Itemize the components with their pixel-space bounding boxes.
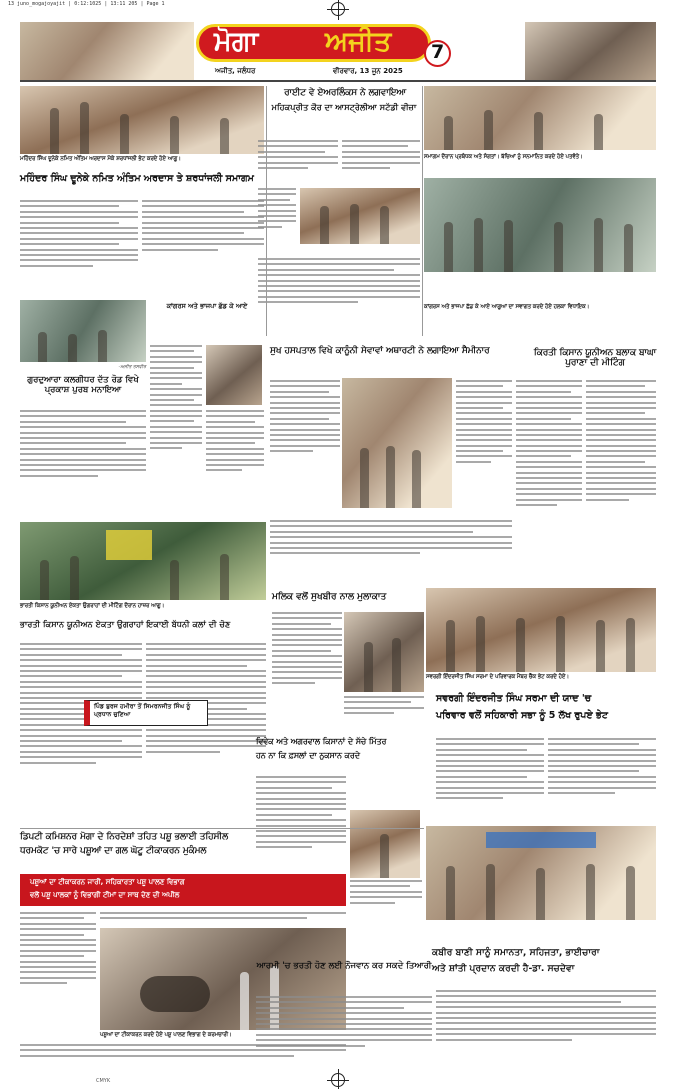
photo-kabir	[426, 826, 656, 920]
headline-kabir-1: ਕਬੀਰ ਬਾਣੀ ਸਾਨੂੰ ਸਮਾਨਤਾ, ਸਹਿਜਤਾ, ਭਾਈਚਾਰਾ	[432, 947, 600, 958]
headline-visa-2: ਮਹਿਕਪ੍ਰੀਤ ਕੌਰ ਦਾ ਆਸਟ੍ਰੇਲੀਆ ਸਟੱਡੀ ਵੀਜ਼ਾ	[271, 102, 417, 112]
banner-vaccination-line-1: ਪਸ਼ੂਆਂ ਦਾ ਟੀਕਾਕਰਨ ਜਾਰੀ, ਸਹਿਕਾਰਤਾ ਪਸ਼ੂ ਪਾਲਣ ਵਿਭਾਗ	[30, 878, 185, 886]
photo-gurdwara	[20, 300, 146, 362]
photo-kisan-union	[20, 522, 266, 600]
body-malik	[272, 612, 342, 726]
print-slug: 13 juno_mogajoyajit | 0:12:1025 | 13:11 205 | Page 1	[8, 1, 165, 7]
body-vaccination-2	[100, 912, 346, 926]
body-kabir	[436, 990, 656, 1070]
body-vivek	[256, 776, 346, 896]
headline-vivek-2: ਹਨ ਨਾ ਕਿ ਫ਼ਸਲਾਂ ਦਾ ਨੁਕਸਾਨ ਕਰਦੇ	[256, 751, 360, 760]
photo-mla	[206, 345, 262, 405]
body-seminar-3	[270, 520, 512, 582]
body-visa-2	[342, 140, 420, 185]
body-congress	[150, 345, 202, 515]
masthead-title-left: ਮੋਗਾ	[214, 26, 259, 57]
body-vivek-2	[350, 880, 422, 940]
masthead-left-photo	[20, 22, 194, 80]
body-sahkari	[436, 738, 544, 838]
headline-sahkari-1: ਸਵਰਗੀ ਇੰਦਰਜੀਤ ਸਿੰਘ ਸਰਮਾ ਦੀ ਯਾਦ 'ਚ	[436, 693, 592, 704]
page-number: 7	[431, 41, 445, 63]
photo-sahkari-sabha	[426, 588, 656, 672]
body-visa-3	[258, 188, 296, 256]
headline-visa-1: ਰਾਈਟ ਵੇ ਏਅਰਲਿੰਕਸ ਨੇ ਲਗਵਾਇਆ	[284, 88, 406, 98]
caption-congress-join: ਕਾਂਗਰਸ ਅਤੇ ਭਾਜਪਾ ਛੱਡ ਕੇ ਆਏ ਆਗੂਆਂ ਦਾ ਸਵਾਗਤ ਕਰਦੇ ਹੋਏ ਹਲਕਾ ਵਿਧਾਇਕ।	[424, 304, 590, 310]
headline-seminar: ਸੁਖ ਹਸਪਤਾਲ ਵਿਖੇ ਕਾਨੂੰਨੀ ਸੇਵਾਵਾਂ ਅਥਾਰਟੀ ਨੇ ਲਗਾਇਆ ਸੈਮੀਨਾਰ	[270, 346, 490, 356]
banner-vaccination-line-2: ਵਲੋਂ ਪਸ਼ੂ ਪਾਲਕਾਂ ਨੂੰ ਵਿਭਾਗੀ ਟੀਮਾਂ ਦਾ ਸਾਥ ਦੇਣ ਦੀ ਅਪੀਲ	[30, 891, 180, 899]
caption-sahkari-sabha: ਸਵਰਗੀ ਇੰਦਰਜੀਤ ਸਿੰਘ ਸਰਮਾ ਦੇ ਪਰਿਵਾਰਕ ਮੈਂਬਰ ਚੈੱਕ ਭੇਟ ਕਰਦੇ ਹੋਏ।	[426, 674, 569, 680]
body-kirti-kisan-2	[586, 380, 656, 580]
headline-kabir-2: ਅਤੇ ਸ਼ਾਂਤੀ ਪ੍ਰਦਾਨ ਕਰਦੀ ਹੈ-ਡਾ. ਸਚਦੇਵਾ	[432, 963, 575, 974]
kicker-congress: ਕਾਂਗਰਸ ਅਤੇ ਭਾਜਪਾ ਛੱਡ ਕੇ ਆਏ	[166, 302, 248, 310]
body-seminar-2	[456, 380, 512, 520]
headline-kirti-kisan: ਕਿਰਤੀ ਕਿਸਾਨ ਯੂਨੀਅਨ ਬਲਾਕ ਬਾਘਾ ਪੁਰਾਣਾ ਦੀ ਮੀਟਿੰਗ	[533, 348, 657, 369]
headline-sahkari-2: ਪਰਿਵਾਰ ਵਲੋਂ ਸਹਿਕਾਰੀ ਸਭਾ ਨੂੰ 5 ਲੱਖ ਰੁਪਏ ਭੇਟ	[436, 710, 608, 721]
body-visa-4	[258, 258, 420, 330]
body-kisan-union-2	[146, 643, 266, 823]
footer-cmyk: CMYK	[96, 1078, 111, 1084]
column-rule	[266, 86, 267, 336]
masthead-date: ਵੀਰਵਾਰ, 13 ਜੂਨ 2025	[333, 67, 403, 75]
photo-credit: -ਅਜੀਤ ਤਸਵੀਰ	[118, 365, 146, 370]
body-kisan-union	[20, 643, 142, 823]
headline-malik: ਮਲਿਕ ਵਲੋਂ ਸੁਖਬੀਰ ਨਾਲ ਮੁਲਾਕਾਤ	[272, 592, 387, 602]
photo-samagam	[424, 86, 656, 150]
headline-dc-moga-2: ਧਰਮਕੋਟ 'ਚ ਸਾਰੇ ਪਸ਼ੂਆਂ ਦਾ ਗਲ ਘੋਟੂ ਟੀਕਾਕਰਨ ਮੁਕੰਮਲ	[20, 846, 207, 856]
body-vaccination	[20, 912, 96, 1032]
section-rule	[20, 828, 424, 829]
body-antim-ardas	[20, 200, 138, 296]
caption-vaccination: ਪਸ਼ੂਆਂ ਦਾ ਟੀਕਾਕਰਨ ਕਰਦੇ ਹੋਏ ਪਸ਼ੂ ਪਾਲਣ ਵਿਭਾਗ ਦੇ ਕਰਮਚਾਰੀ।	[100, 1032, 232, 1038]
body-visa	[258, 140, 338, 185]
photo-congress-join	[424, 178, 656, 272]
photo-visa	[300, 188, 420, 244]
masthead-right-photo	[525, 22, 656, 80]
headline-army: ਆਰਮੀ 'ਚ ਭਰਤੀ ਹੋਣ ਲਈ ਨੌਜਵਾਨ ਕਰ ਸਕਦੇ ਤਿਆਰੀ	[256, 961, 432, 971]
box-kisan-union-text: ਪਿੰਡ ਬੁਰਜ ਹਮੀਰਾ ਤੋਂ ਸਿਮਰਨਜੀਤ ਸਿੰਘ ਨੂੰ ਪ੍ਰਧਾਨ ਚੁਣਿਆ	[94, 703, 191, 719]
photo-seminar	[342, 378, 452, 508]
body-kirti-kisan	[516, 380, 582, 580]
column-rule	[422, 86, 423, 336]
photo-vivek	[350, 810, 420, 878]
body-malik-2	[344, 696, 424, 730]
masthead-edition: ਅਜੀਤ, ਜਲੰਧਰ	[215, 67, 256, 75]
headline-gurdwara: ਗੁਰਦੁਆਰਾ ਕਲਗੀਧਰ ਦੱਤ ਰੋਡ ਵਿਖੇ ਪ੍ਰਕਾਸ਼ ਪੁਰਬ ਮਨਾਇਆ	[27, 375, 139, 395]
caption-samagam: ਸਮਾਗਮ ਦੌਰਾਨ ਪ੍ਰਬੰਧਕ ਅਤੇ ਸੰਗਤਾਂ। ਬੱਚਿਆਂ ਨੂੰ ਸਨਮਾਨਿਤ ਕਰਦੇ ਹੋਏ ਪਤਵੰਤੇ।	[424, 154, 583, 160]
headline-kisan-union: ਭਾਰਤੀ ਕਿਸਾਨ ਯੂਨੀਅਨ ਏਕਤਾ ਉਗਰਾਹਾਂ ਇਕਾਈ ਬੱਧਨੀ ਕਲਾਂ ਦੀ ਚੋਣ	[20, 619, 231, 629]
registration-mark-icon	[331, 2, 345, 16]
headline-vivek-1: ਵਿਵੇਕ ਅਤੇ ਅਗਰਵਾਲ ਕਿਸਾਨਾਂ ਦੇ ਸੱਚੇ ਮਿੱਤਰ	[256, 737, 387, 746]
body-army	[256, 996, 432, 1068]
masthead-rule	[20, 80, 656, 82]
body-seminar	[270, 380, 340, 500]
body-gurdwara	[20, 410, 146, 518]
masthead-title-right: ਅਜੀਤ	[325, 26, 392, 57]
photo-malik	[344, 612, 424, 692]
headline-dc-moga-1: ਡਿਪਟੀ ਕਮਿਸ਼ਨਰ ਮੋਗਾ ਦੇ ਨਿਰਦੇਸ਼ਾਂ ਤਹਿਤ ਪਸ਼ੂ ਭਲਾਈ ਤਹਿਸੀਲ	[20, 832, 229, 842]
body-congress-2	[206, 410, 264, 515]
caption-kisan-union: ਭਾਰਤੀ ਕਿਸਾਨ ਯੂਨੀਅਨ ਏਕਤਾ ਉਗਰਾਹਾਂ ਦੀ ਮੀਟਿੰਗ ਦੌਰਾਨ ਹਾਜ਼ਰ ਆਗੂ।	[20, 603, 165, 609]
body-antim-ardas-2	[142, 200, 264, 296]
body-sahkari-2	[548, 738, 656, 838]
headline-antim-ardas: ਮਹਿੰਦਰ ਸਿੰਘ ਦੂਨੇਕੇ ਨਮਿਤ ਅੰਤਿਮ ਅਰਦਾਸ ਤੇ ਸ਼ਰਧਾਂਜਲੀ ਸਮਾਗਮ	[20, 173, 254, 184]
photo-antim-ardas	[20, 86, 264, 154]
registration-mark-icon	[331, 1073, 345, 1087]
caption-antim-ardas: ਮਹਿੰਦਰ ਸਿੰਘ ਦੂਨੇਕੇ ਨਮਿਤ ਅੰਤਿਮ ਅਰਦਾਸ ਮੌਕੇ ਸ਼ਰਧਾਂਜਲੀ ਭੇਟ ਕਰਦੇ ਹੋਏ ਆਗੂ।	[20, 156, 181, 162]
